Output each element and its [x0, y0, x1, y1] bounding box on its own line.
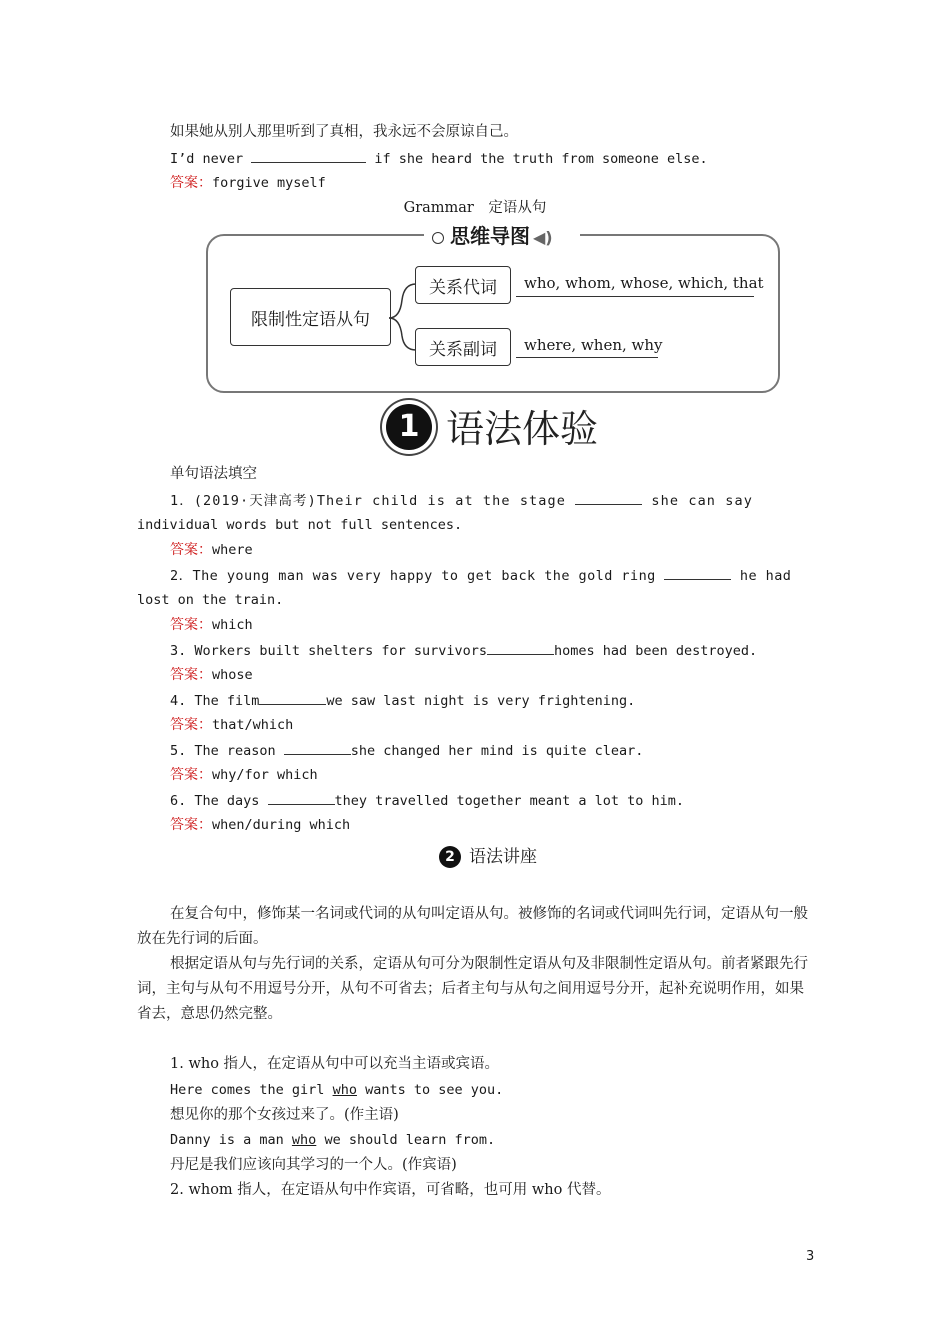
- exercise-3-blank: [487, 640, 554, 655]
- exercise-6-blank: [268, 790, 335, 805]
- section2-number: 2: [439, 846, 461, 868]
- exercise-5-text-end: she changed her mind is quite clear.: [350, 743, 644, 759]
- rule-1-example-1-cn: 想见你的那个女孩过来了。(作主语): [170, 1107, 399, 1123]
- underline-pronouns: [516, 296, 754, 297]
- exercise-4-text: 4. The film: [170, 693, 260, 709]
- example-underlined: who: [332, 1082, 357, 1098]
- branch-box-pronouns: 关系代词: [415, 266, 511, 304]
- exercise-2-answer: [170, 615, 253, 635]
- rule-1: 1. who 指人，在定语从句中可以充当主语或宾语。: [170, 1056, 500, 1072]
- answer-label: 答案：: [170, 667, 212, 683]
- exercise-2-blank: [664, 565, 731, 580]
- example-text-end: we should learn from.: [316, 1132, 496, 1148]
- rule-1-example-1: [170, 1080, 503, 1100]
- exercise-4-blank: [259, 690, 326, 705]
- exercise-2-text: 2．The young man was very happy to get back the gold ring: [170, 568, 665, 584]
- grammar-heading: Grammar 定语从句: [403, 200, 547, 216]
- answer-text: where: [212, 542, 253, 558]
- page-number: 3: [806, 1249, 815, 1264]
- branch-box-adverbs: 关系副词: [415, 328, 511, 366]
- answer-label: 答案：: [170, 617, 212, 633]
- rule-2: 2. whom 指人，在定语从句中作宾语，可省略，也可用 who 代替。: [170, 1182, 611, 1198]
- exercise-3-text-end: homes had been destroyed.: [553, 643, 758, 659]
- exercise-6-answer: [170, 815, 350, 835]
- exercise-4-text-end: we saw last night is very frightening.: [326, 693, 636, 709]
- mindmap-title-text: 思维导图: [450, 224, 530, 248]
- answer-label: 答案：: [170, 817, 212, 833]
- top-answer: [170, 173, 326, 193]
- section1-title: 语法体验: [446, 407, 599, 451]
- translation-after: if she heard the truth from someone else.: [366, 151, 708, 167]
- section1-number: 1: [386, 404, 432, 450]
- exercise-2-text-end: he had: [731, 568, 792, 584]
- exercise-1-line1: [170, 490, 753, 511]
- section2-title: 语法讲座: [469, 847, 537, 867]
- exercise-2-line2: lost on the train.: [137, 592, 284, 608]
- example-text: Here comes the girl: [170, 1082, 333, 1098]
- exercise-3-text: 3. Workers built shelters for survivors: [170, 643, 487, 659]
- answer-text: which: [212, 617, 253, 633]
- circle-icon: [432, 232, 444, 244]
- answer-text: whose: [212, 667, 253, 683]
- exercise-4-answer: [170, 715, 293, 735]
- translation-line: [170, 148, 708, 169]
- cn-sentence: 如果她从别人那里听到了真相，我永远不会原谅自己。: [170, 124, 518, 140]
- exercise-2-line1: [170, 565, 791, 586]
- rule-1-example-2-cn: 丹尼是我们应该向其学习的一个人。(作宾语): [170, 1157, 457, 1173]
- answer-label: 答案：: [170, 175, 212, 191]
- exercise-6-text: 6. The days: [170, 793, 268, 809]
- exercise-5: [170, 740, 643, 761]
- answer-label: 答案：: [170, 767, 212, 783]
- answer-label: 答案：: [170, 542, 212, 558]
- exercise-5-blank: [284, 740, 351, 755]
- translation-blank: [251, 148, 366, 163]
- exercise-1-answer: [170, 540, 253, 560]
- speaker-icon: ◀): [533, 228, 553, 247]
- exercise-6-text-end: they travelled together meant a lot to him.: [334, 793, 685, 809]
- answer-label: 答案：: [170, 717, 212, 733]
- mindmap-title: [424, 223, 580, 249]
- branch-words-adverbs: where, when, why: [524, 336, 663, 354]
- exercise-3-answer: [170, 665, 253, 685]
- paragraph-1: 在复合句中，修饰某一名词或代词的从句叫定语从句。被修饰的名词或代词叫先行词，定语从句一般放在先行词的后面。: [137, 906, 808, 947]
- mindmap-connectors: [388, 280, 418, 360]
- translation-before: I’d never: [170, 151, 252, 167]
- answer-text: why/for which: [212, 767, 318, 783]
- example-underlined: who: [291, 1132, 317, 1148]
- answer-text: that/which: [212, 717, 294, 733]
- branch-words-pronouns: who, whom, whose, which, that: [524, 274, 764, 292]
- exercise-1-text-end: she can say: [642, 493, 753, 509]
- exercise-5-text: 5. The reason: [170, 743, 284, 759]
- exercise-4: [170, 690, 635, 711]
- paragraph-2: 根据定语从句与先行词的关系，定语从句可分为限制性定语从句及非限制性定语从句。前者紧跟先行词，主句与从句不用逗号分开，从句不可省去；后者主句与从句之间用逗号分开，起补充说明作用，如果省去，意思仍然完整。: [137, 956, 808, 1022]
- example-text-end: wants to see you.: [356, 1082, 504, 1098]
- exercise-3: [170, 640, 757, 661]
- exercise-1-blank: [575, 490, 642, 505]
- exercise-title: 单句语法填空: [170, 466, 257, 482]
- answer-text: forgive myself: [212, 175, 326, 191]
- exercise-6: [170, 790, 684, 811]
- exercise-1-text: 1．(2019·天津高考)Their child is at the stage: [170, 493, 576, 509]
- exercise-1-line2: individual words but not full sentences.: [137, 517, 463, 533]
- underline-adverbs: [516, 357, 658, 358]
- exercise-5-answer: [170, 765, 318, 785]
- mindmap-root: 限制性定语从句: [230, 288, 391, 346]
- answer-text: when/during which: [212, 817, 351, 833]
- rule-1-example-2: [170, 1130, 495, 1150]
- example-text: Danny is a man: [170, 1132, 292, 1148]
